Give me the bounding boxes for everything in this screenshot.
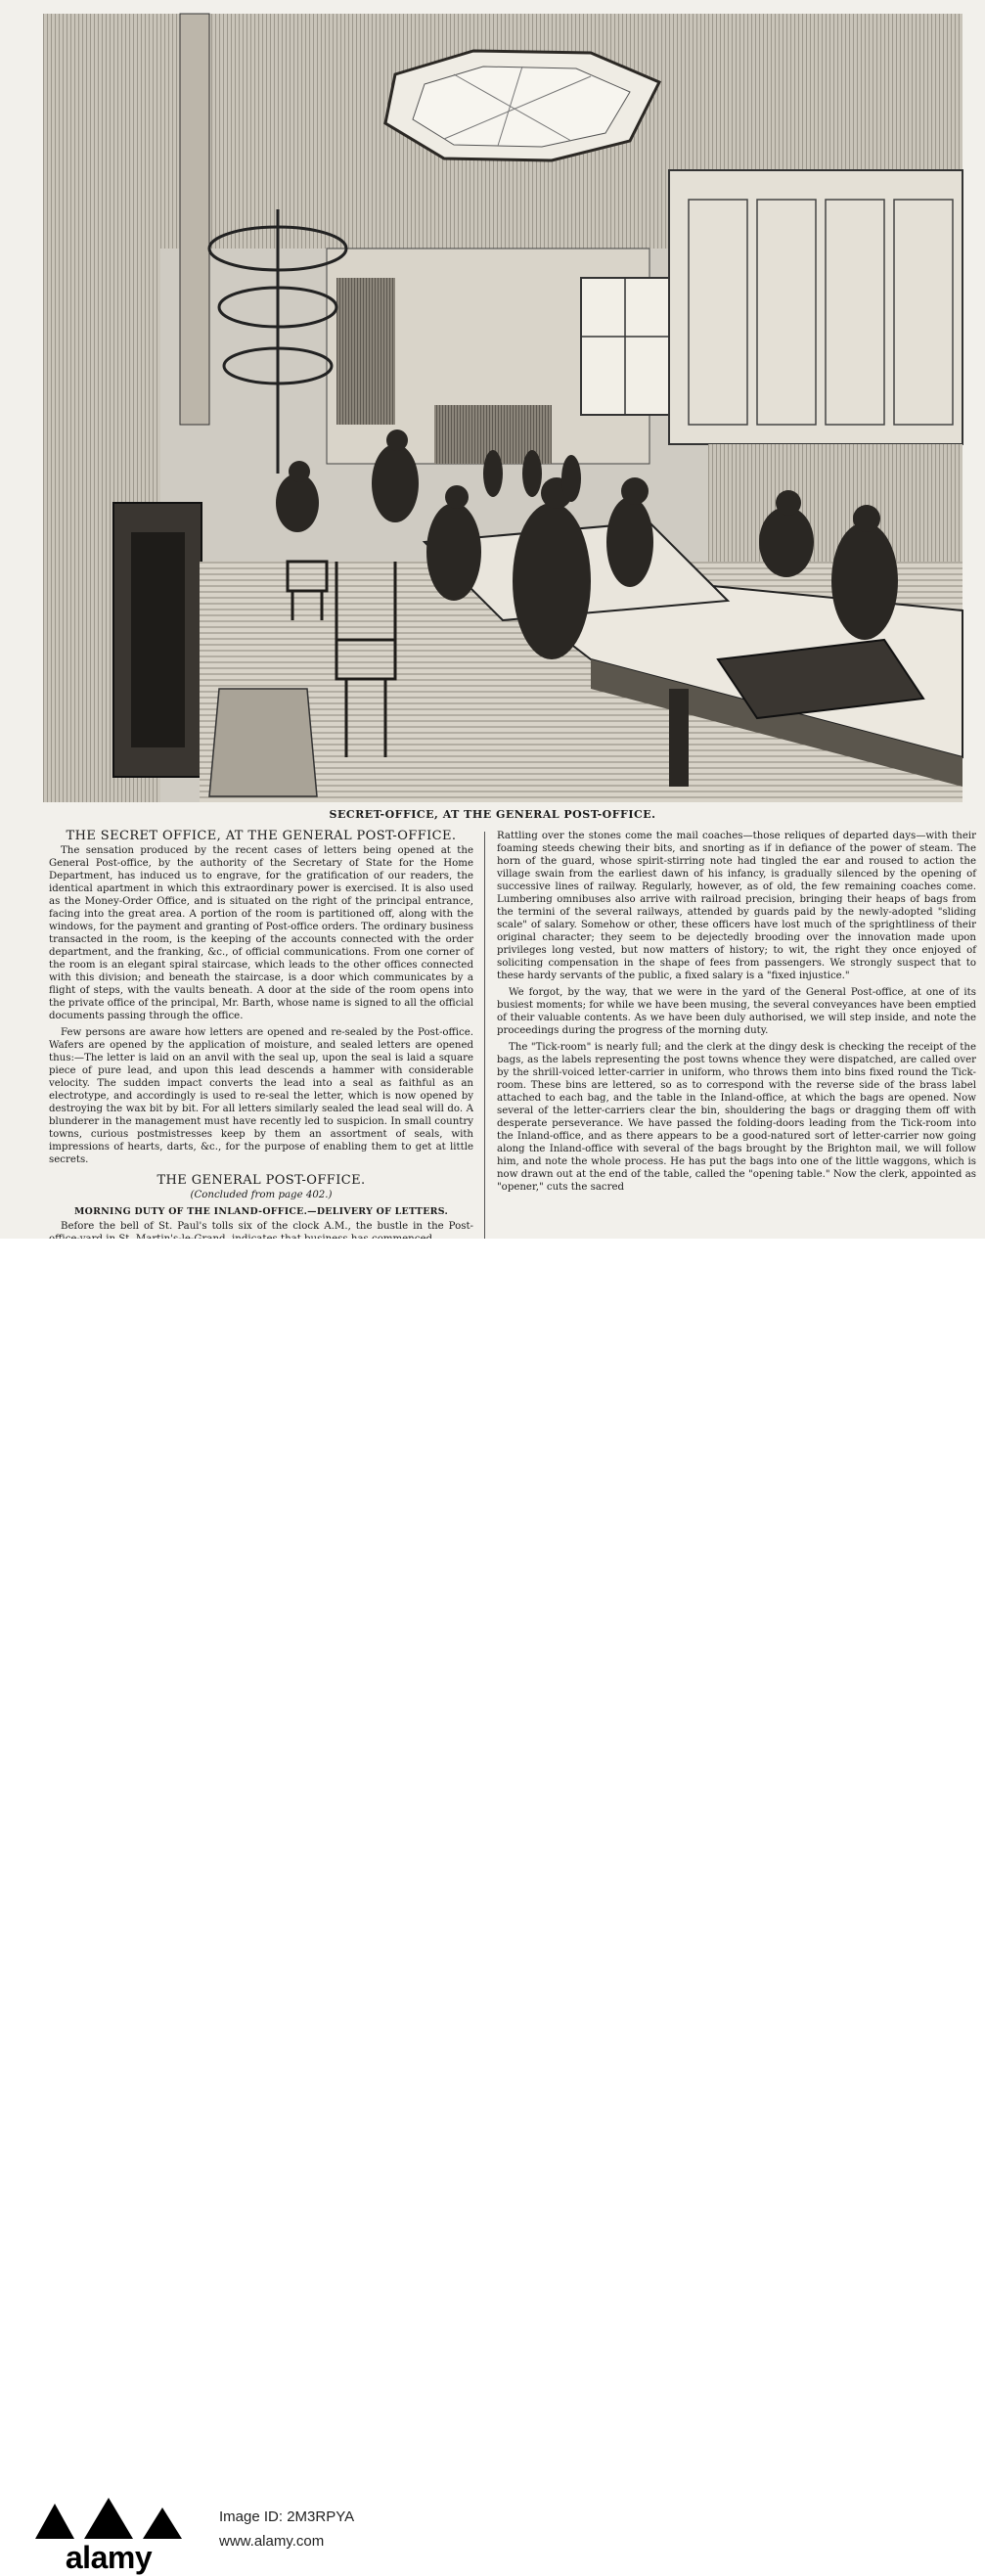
article-paragraph-2: Few persons are aware how letters are opened and re-sealed by the Post-office. Wafers are opened by the application of moisture, and sealed letters are opened thus:—The letter is laid on an anvil with the seal up, upon the seal is laid a square piece of pure lead, and upon this lead descends a hammer with considerable velocity. The sudden impact converts the lead into a seal as faithful as an electrotype, and accordingly is used to re-seal the letter, which is now opened by destroying the wax bit by bit. For all letters similarly sealed the lead seal will do. A blunderer in the management must have recently led to suspicion. In small country towns, curious postmistresses keep by them an assortment of seals, with impressions of hearts, darts, &c., for the purpose of enabling them to get at little secrets. — [49, 1027, 473, 1165]
right-paragraph-1: Rattling over the stones come the mail coaches—those reliques of departed days—with their foaming steeds chewing their bits, and snorting as if in defiance of the power of steam. The horn of the guard, whose spirit-stirring note had tingled the ear and roused to action the village swain from the earliest dawn of his infancy, is gradually silenced by the opening of successive lines of railway. Regularly, however, as of old, the few remaining coaches come. Lumbering omnibuses also arrive with railroad precision, bringing their heaps of bags from the termini of the several railways, attended by guards paid by the newly-adopted "sliding scale" of salary. Somehow or other, these officers have lost much of the sprightliness of their original character; they seem to be dejectedly brooding over the innovation made upon privileges long vested, but now matters of history; to wit, the right they once enjoyed of soliciting compensation in the shape of fees from passengers. We strongly suspect that to these hardy servants of the public, a fixed salary is a "fixed injustice." — [497, 831, 976, 981]
newspaper-page — [0, 0, 985, 1239]
engraving-illustration — [43, 14, 963, 802]
alamy-logo — [25, 2492, 192, 2576]
site-url[interactable]: www.alamy.com — [219, 2533, 325, 2550]
illustration-caption: SECRET-OFFICE, AT THE GENERAL POST-OFFICE. — [329, 808, 656, 821]
alamy-logo-mark-icon — [25, 2492, 192, 2541]
section-subheading: MORNING DUTY OF THE INLAND-OFFICE.—DELIVERY OF LETTERS. — [73, 1206, 449, 1217]
alamy-logo-text: alamy — [65, 2540, 153, 2575]
image-id-label: Image ID: 2M3RPYA — [219, 2508, 355, 2525]
right-paragraph-3: The "Tick-room" is nearly full; and the clerk at the dingy desk is checking the receipt of the bags, as the labels representing the post towns whence they were dispatched, are called over by the shrill-voiced letter-carrier in uniform, who throws them into bins fixed round the Tick-room. These bins are lettered, so as to correspond with the reverse side of the brass label attached to each bag, and the table in the Inland-office, at which the bags are opened. Now several of the letter-carriers clear the bin, shouldering the bags or dragging them off with desperate perseverance. We have passed the folding-doors leading from the Tick-room into the Inland-office, and as there appears to be a good-natured sort of letter-carrier now going along the Inland-office with several of the bags brought by the Brighton mail, we will follow him, and note the whole process. He has put the bags into one of the little waggons, which is now drawn out at the end of the table, called the "opening table." Now the clerk, appointed as "opener," cuts the sacred — [497, 1042, 976, 1193]
second-article-subtitle: (Concluded from page 402.) — [190, 1190, 333, 1200]
right-column — [497, 830, 976, 1198]
column-rule — [484, 832, 485, 1239]
engraving-drawing — [43, 14, 963, 802]
second-article-heading: THE GENERAL POST-OFFICE. — [157, 1173, 366, 1188]
article-heading: THE SECRET OFFICE, AT THE GENERAL POST-OFFICE. — [66, 829, 457, 843]
article-paragraph-1: The sensation produced by the recent cases of letters being opened at the General Post-office, by the authority of the Secretary of State for the Home Department, has induced us to engrave, for the gratification of our readers, the identical apartment in which this extraordinary power is exercised. It is also used as the Money-Order Office, and is situated on the right of the principal entrance, facing into the great area. A portion of the room is partitioned off, along with the windows, for the payment and granting of Post-office orders. The ordinary business transacted in the room, is the keeping of the accounts connected with the order department, and the franking, &c., of official communications. From one corner of the room is an elegant spiral staircase, which leads to the other offices connected with this division; and beneath the staircase, is a door which communicates by a flight of steps, with the vaults beneath. A door at the side of the room opens into the private office of the principal, Mr. Barth, whose name is signed to all the official documents passing through the office. — [49, 845, 473, 1021]
stock-footer — [0, 1239, 985, 2575]
article-paragraph-3: Before the bell of St. Paul's tolls six of the clock A.M., the bustle in the Post- — [61, 1221, 473, 1232]
left-column — [49, 830, 473, 1249]
right-paragraph-2: We forgot, by the way, that we were in the yard of the General Post-office, at one of its busiest moments; for while we have been musing, the several conveyances have been emptied of their valuable contents. As we have been duly authorised, we will step inside, and note the proceedings during the progress of the morning duty. — [497, 987, 976, 1036]
footer-text — [219, 2505, 354, 2553]
